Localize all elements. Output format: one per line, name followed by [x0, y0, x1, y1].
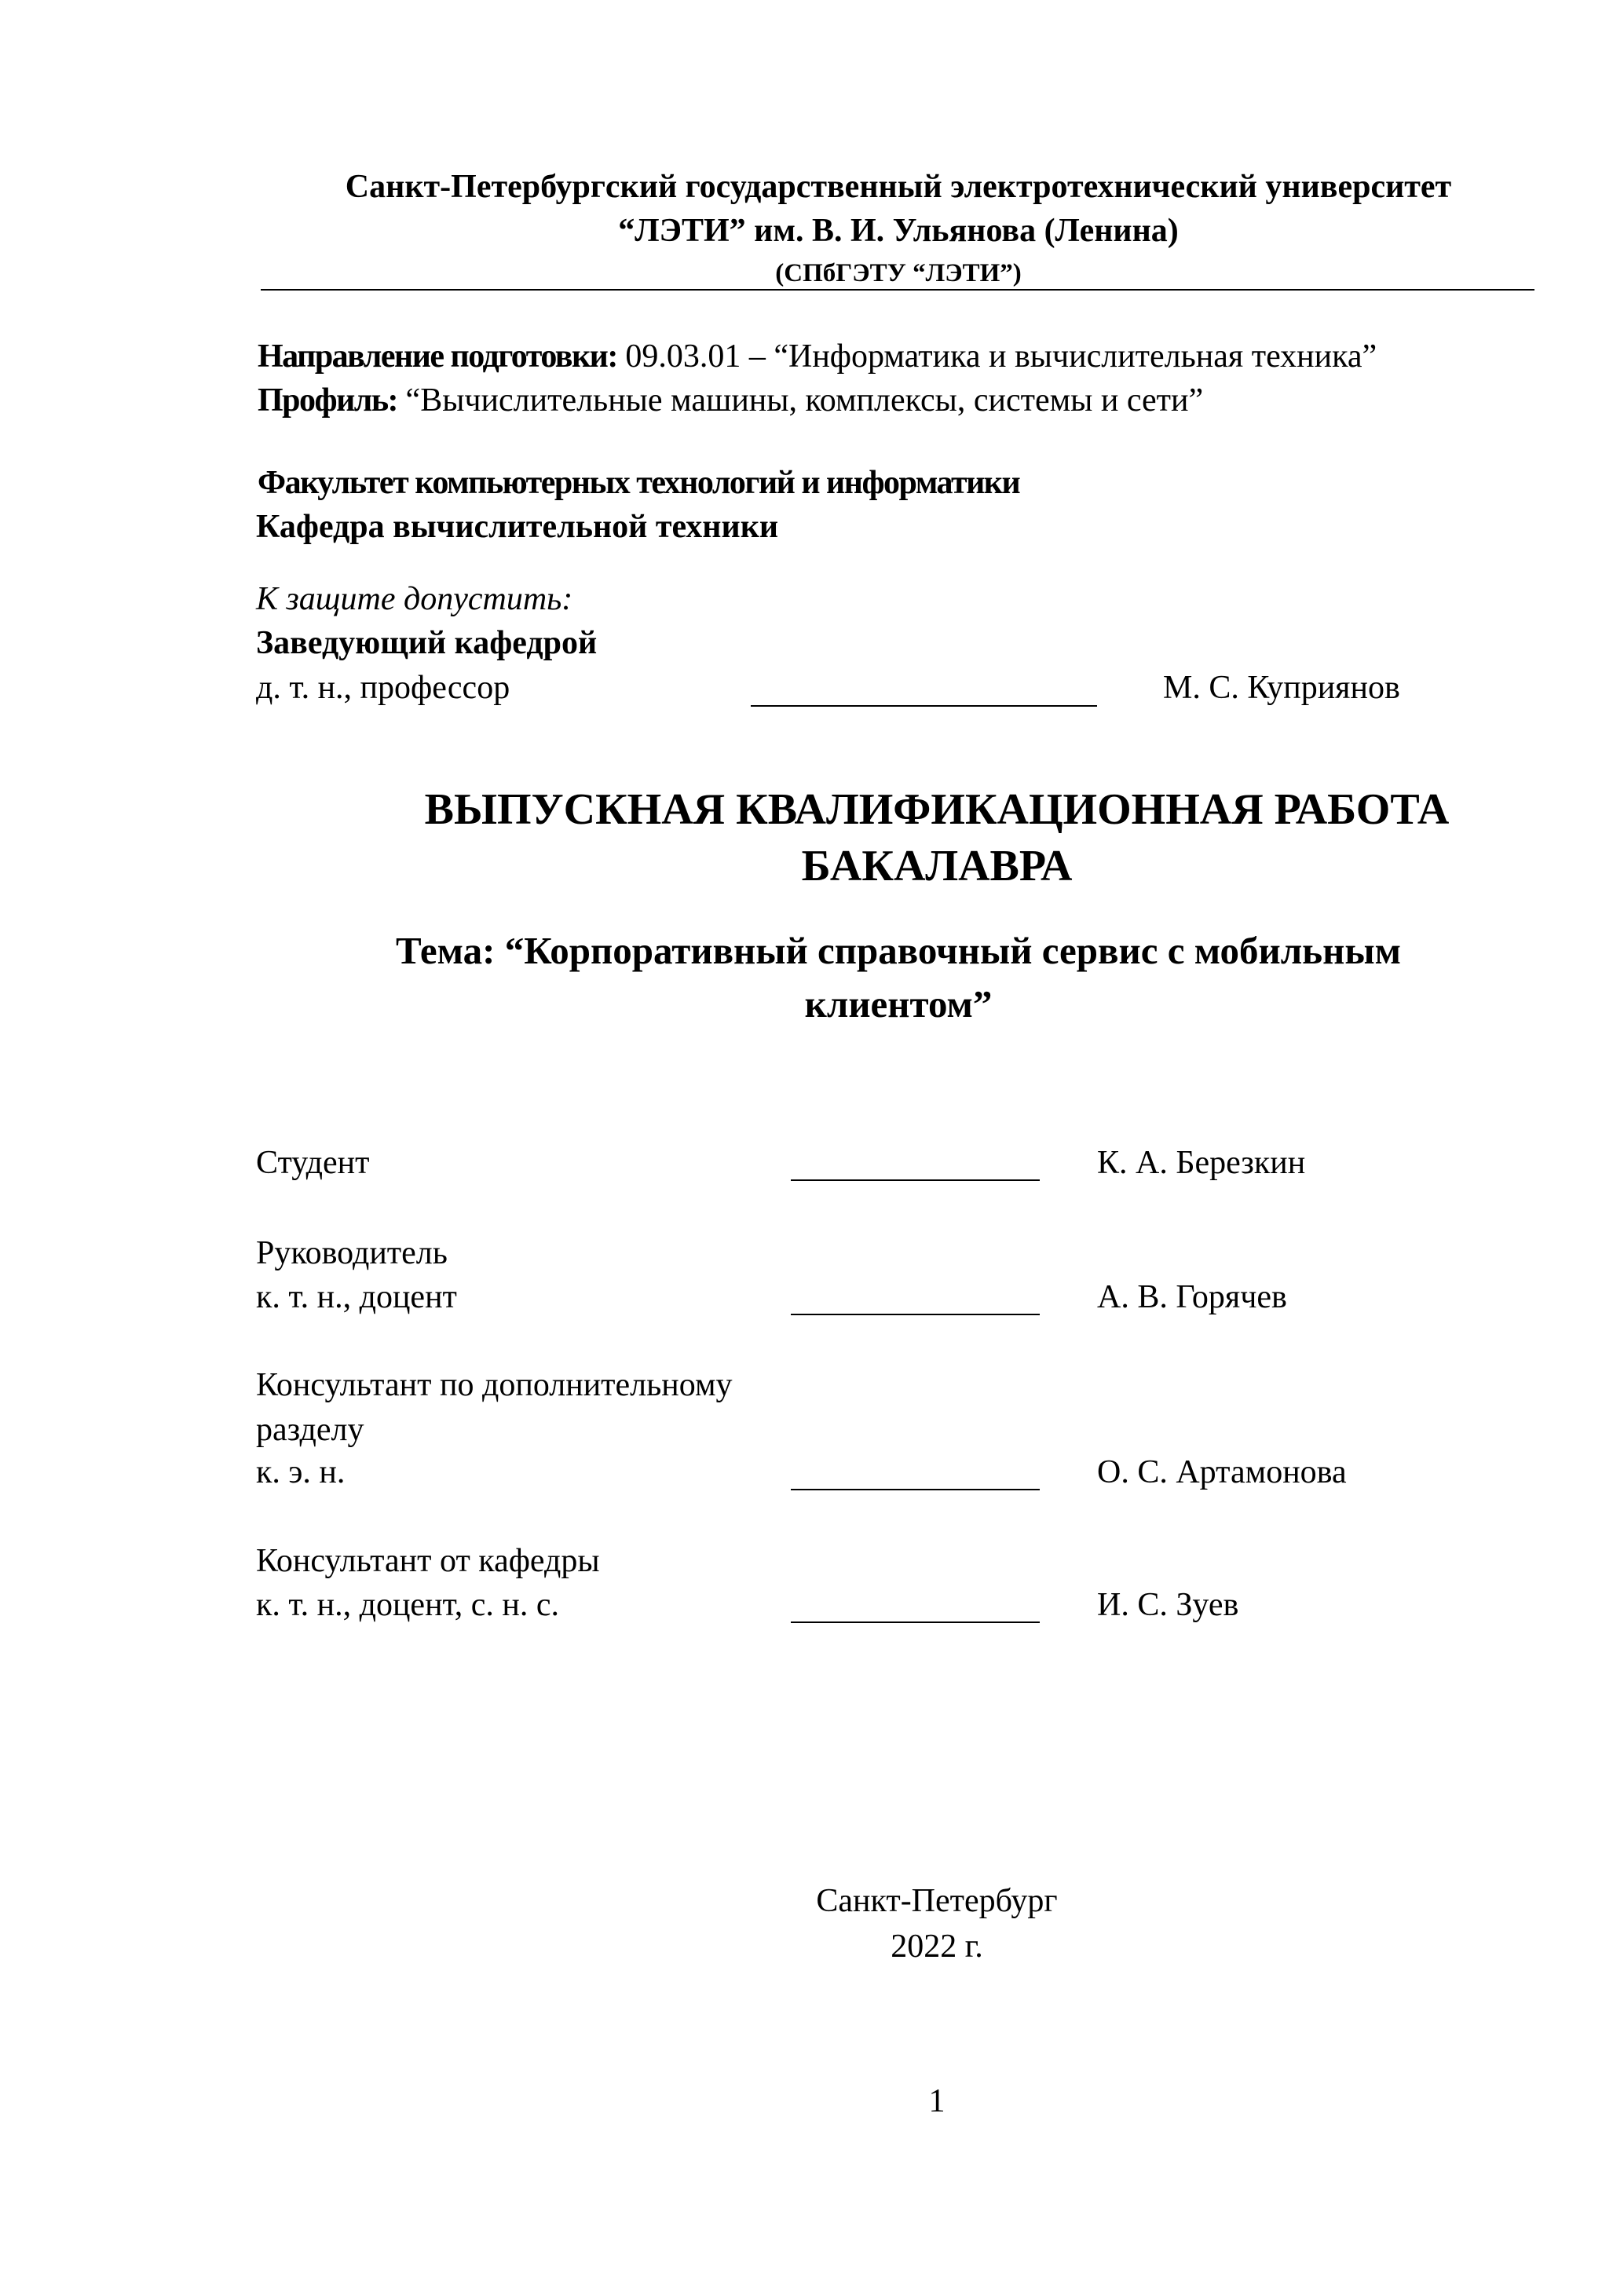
topic: Тема: “Корпоративный справочный сервис с мобильным — [396, 929, 1401, 972]
student-name: К. А. Березкин — [1097, 1145, 1306, 1181]
city: Санкт-Петербург — [816, 1883, 1058, 1919]
consultant-extra-role-line2: разделу — [256, 1412, 364, 1448]
university-name: Санкт-Петербургский государственный электротехнический университет — [345, 169, 1452, 205]
consultant-extra-name: О. С. Артамонова — [1097, 1454, 1347, 1490]
profile-line — [258, 382, 1203, 419]
head-signature-line — [751, 705, 1097, 707]
consultant-dept-signature-line — [791, 1621, 1040, 1623]
consultant-dept-degree: к. т. н., доцент, с. н. с. — [256, 1587, 559, 1623]
university-abbreviation: (СПбГЭТУ “ЛЭТИ”) — [775, 259, 1022, 287]
topic-line2: клиентом” — [804, 982, 993, 1026]
direction-line — [258, 338, 1377, 375]
student-signature-line — [791, 1179, 1040, 1181]
supervisor-signature-line — [791, 1314, 1040, 1315]
department: Кафедра вычислительной техники — [256, 509, 779, 545]
consultant-extra-role: Консультант по дополнительному — [256, 1367, 733, 1403]
direction-label: Направление подготовки: — [258, 338, 617, 375]
head-title: Заведующий кафедрой — [256, 625, 598, 661]
admit-label: К защите допустить: — [256, 581, 573, 617]
university-name-line2: “ЛЭТИ” им. В. И. Ульянова (Ленина) — [618, 213, 1179, 249]
head-degree: д. т. н., профессор — [256, 670, 510, 706]
consultant-dept-role: Консультант от кафедры — [256, 1543, 600, 1579]
profile-label: Профиль: — [258, 382, 398, 419]
work-title: ВЫПУСКНАЯ КВАЛИФИКАЦИОННАЯ РАБОТА — [424, 785, 1450, 834]
head-name: М. С. Куприянов — [1163, 670, 1400, 706]
direction-value: 09.03.01 – “Информатика и вычислительная техника” — [616, 338, 1377, 375]
supervisor-role: Руководитель — [256, 1235, 448, 1271]
supervisor-degree: к. т. н., доцент — [256, 1279, 457, 1315]
consultant-extra-degree: к. э. н. — [256, 1454, 346, 1490]
year: 2022 г. — [891, 1929, 983, 1965]
faculty: Факультет компьютерных технологий и информатики — [258, 465, 1020, 501]
page-number: 1 — [928, 2083, 946, 2119]
student-role: Студент — [256, 1145, 370, 1181]
work-title-line2: БАКАЛАВРА — [801, 842, 1073, 890]
supervisor-name: А. В. Горячев — [1097, 1279, 1287, 1315]
profile-value: “Вычислительные машины, комплексы, системы и сети” — [397, 382, 1204, 419]
consultant-extra-signature-line — [791, 1489, 1040, 1490]
consultant-dept-name: И. С. Зуев — [1097, 1587, 1239, 1623]
header-rule — [261, 289, 1534, 291]
